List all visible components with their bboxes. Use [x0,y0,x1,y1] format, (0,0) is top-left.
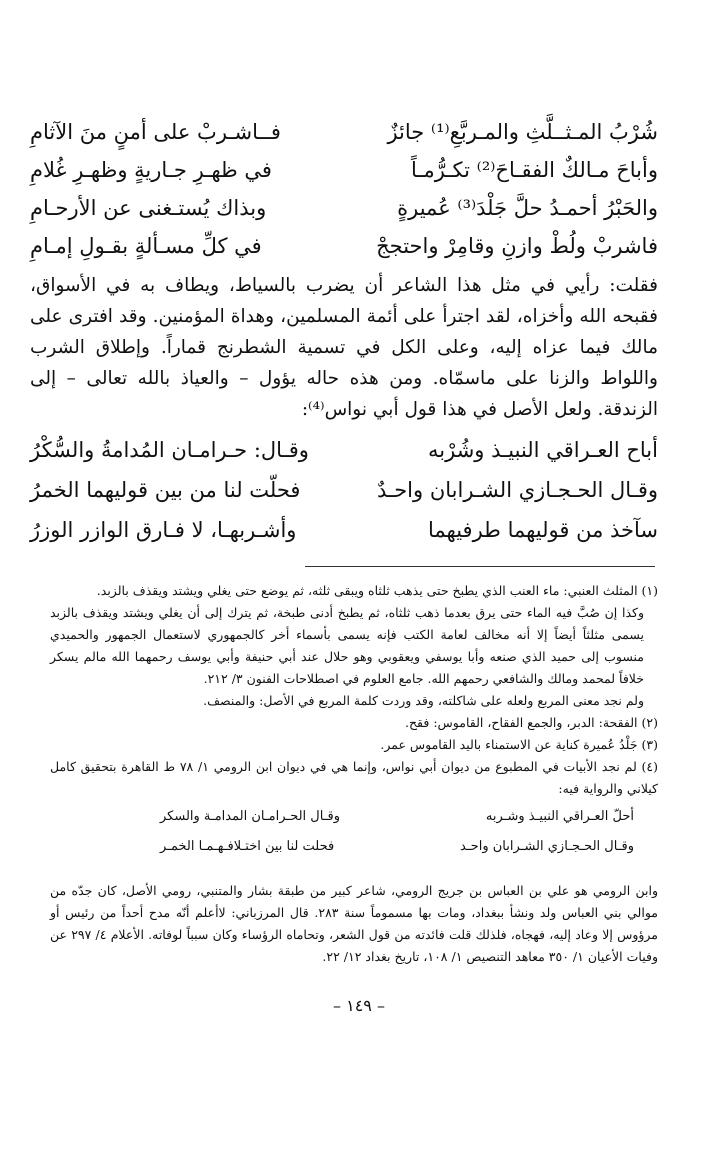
verse-line-5 [30,440,658,461]
footnote-verse-1 [50,804,658,830]
verse-first-hemistich: والحَبْرُ أحمـدُ حلَّ جَلْدَ⁽³⁾ عُميرةٍ [397,196,658,220]
footnote-3: (٣) جَلْدُ عُميرة كناية عن الاستمناء باليد القاموس عمر. [380,737,658,752]
verse-second-hemistich: فحلّت لنا من بين قوليهما الخمرُ [30,478,301,502]
footnote-verse-2 [50,834,658,860]
verse-second-hemistich: وقـال الحـرامـان المدامـة والسكر [160,809,341,824]
verse-line-3 [30,198,658,219]
footnote-4: (٤) لم نجد الأبيات في المطبوع من ديوان أبي نواس، وإنما هي في ديوان ابن الرومي ١/ ٧٨ ط القاهرة بتحقيق كامل كيلاني والرواية فيه: [50,759,659,796]
verse-first-hemistich: وأباحَ مـالكٌ الفقـاحَ⁽²⁾ تكـرُّمـاً [410,158,658,182]
verse-second-hemistich: في ظهـرِ جـاريةٍ وظهـرِ غُلامِ [30,158,272,182]
verse-first-hemistich: فاشربْ ولُطْ وازنِ وقامِرْ واحتججْ [376,234,658,258]
footnote-1-note: ولم نجد معنى المربع ولعله على شاكلته، وقد وردت كلمة المربع في الأصل: والمنصف. [203,693,644,708]
verse-second-hemistich: فحلت لنا بين اختـلافـهـمـا الخمـر [160,839,335,854]
verse-first-hemistich: شُرْبُ المـثــلَّثِ والمـربَّعِ⁽¹⁾ جائزٌ [387,120,658,144]
verse-first-hemistich: وقـال الحـجـازي الشـرابان واحـد [460,839,634,854]
verse-first-hemistich: أباح العـراقي النبيـذ وشُرْبه [428,438,658,462]
verse-second-hemistich: في كلِّ مسـألةٍ بقـولِ إمـامِ [30,234,262,258]
verse-second-hemistich: وقـال: حـرامـان المُدامةُ والسُّكْرُ [30,438,309,462]
verse-first-hemistich: سآخذ من قوليهما طرفيهما [428,518,658,542]
verse-first-hemistich: وقـال الحـجـازي الشـرابان واحـدٌ [377,478,658,502]
verse-second-hemistich: وبذاك يُستـغنى عن الأرحـامِ [30,196,267,220]
footnote-1-continued: وكذا إن صُبَّ فيه الماء حتى يرق بعدما ذهب ثلثاه، ثم يطبخ أدنى طبخة، ثم يترك إلى أن يغلي ويشتد ويقذف بالزبد يسمى مثلثاً أيضاً إلا أنه مخالف لعامة الكتب فإنه يسمى بأسماء أخر كالجمهوري لاستعمال الجمهور والحميدي منسوب إلى حميد الذي صنعه وأبا يوسفي ويعقوبي وهو حلال عند أبي حنيفة وأبي يوسف رحمهما الله مالم يسكر خلافاً لمحمد ومالك والشافعي رحمهم الله. جامع العلوم في اصطلاحات الفنون ٣/ ٢١٢. [50,605,644,686]
verse-line-2 [30,160,658,181]
main-paragraph: فقلت: رأيي في مثل هذا الشاعر أن يضرب بالسياط، ويطاف به في الأسواق، فقبحه الله وأخزاه، لقد اجترأ على أئمة المسلمين، وهداة المؤمنين. وقد افترى على مالك فيما عزاه إليه، وعلى الكل في تسمية الشطرنج قماراً. وإطلاق الشرب واللواط والزنا على ماسمّاه. ومن هذه حاله يؤول – والعياذ بالله تعالى – إلى الزندقة. ولعل الأصل في هذا قول أبي نواس⁽⁴⁾: [30,275,658,420]
verse-second-hemistich: وأشـربهـا، لا فـارق الوازر الوزرُ [30,518,297,542]
verse-line-7 [30,520,658,541]
verse-first-hemistich: أحلّ العـراقي النبيـذ وشـربه [485,809,634,824]
verse-line-4 [30,236,658,257]
page-number: – ١٤٩ – [333,996,385,1015]
biography-note: وابن الرومي هو علي بن العباس بن جريج الرومي، شاعر كبير من طبقة بشار والمتنبي، رومي الأصل، كان جدّه من موالي بني العباس ولد ونشأ ببغداد، ومات بها مسموماً سنة ٢٨٣. قال المرزباني: لاأعلم أنّه مدح أحداً من رئيس أو مرؤوس إلا وعاد إليه، فهجاه، فلذلك قلت فائدته من قول الشعر، وتحاماه الرؤساء وكان سبباً لوفاته. الأعلام ٤/ ٢٩٧ عن وفيات الأعيان ١/ ٣٥٠ معاهد التنصيص ١/ ١٠٨، تاريخ بغداد ١٢/ ٢٢. [50,883,659,964]
footnotes [50,580,658,864]
verse-line-1 [30,122,658,143]
footnote-2: (٢) الفقحة: الدبر، والجمع الفقاح، القاموس: فقح. [405,715,658,730]
footnote-divider [305,566,655,567]
verse-second-hemistich: فــاشـربْ على أمنٍ منَ الآثامِ [30,120,281,144]
footnote-1: (١) المثلث العنبي: ماء العنب الذي يطبخ حتى يذهب ثلثاه ويبقى ثلثه، ثم يوضع حتى يغلي ويشتد ويقذف بالزبد. [96,583,658,598]
verse-line-6 [30,480,658,501]
